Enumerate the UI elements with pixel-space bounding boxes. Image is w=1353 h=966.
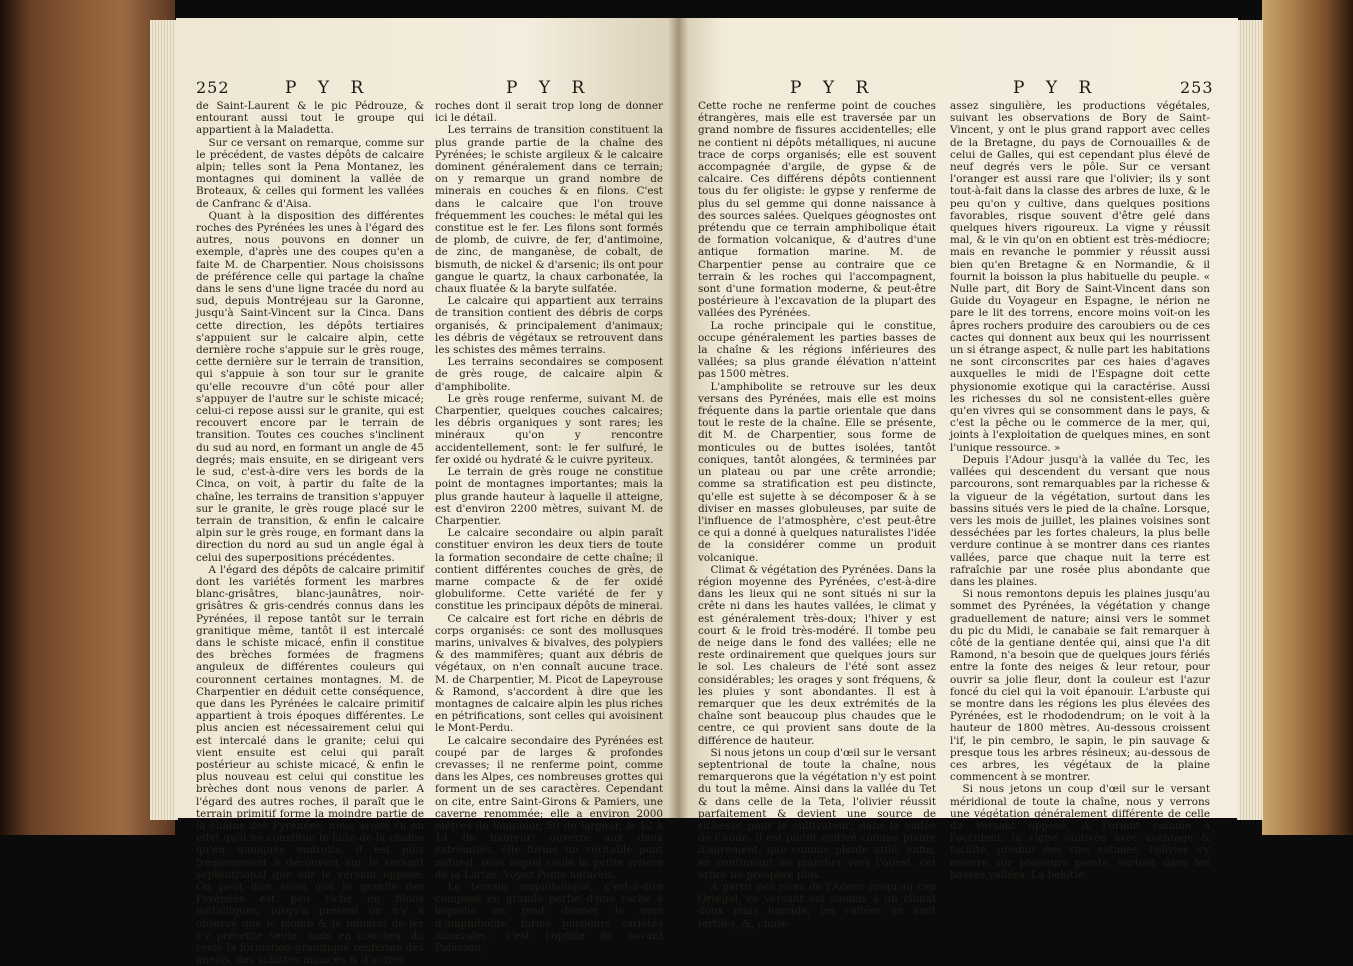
- text-column: [435, 100, 663, 955]
- paragraph: assez singulière, les productions végétales, suivant les observations de Bory de Saint-Vincent, y ont le plus grand rapport avec celles de la Bretagne, du pays de Cornouailles & de celui de Galles, qui est cependant plus élevé de neuf degrés vers le pôle. Sur ce versant l'oranger est aussi rare que l'olivier; ils y sont tout-à-fait dans la classe des arbres de luxe, & le peu qu'on y cultive, dans quelques positions favorables, risque souvent d'être gelé dans quelques hivers rigoureux. La vigne y réussit mal, & le vin qu'on en obtient est très-médiocre; mais en revanche le pommier y réussit aussi bien qu'en Bretagne & en Normandie, & il fournit la boisson la plus habituelle du peuple. « Nulle part, dit Bory de Saint-Vincent dans son Guide du Voyageur en Espagne, le nérion ne pare le lit des torrens, encore moins voit-on les âpres rochers produire des caroubiers ou de ces cactes qui donnent aux beux qui les nourrissent un si étrange aspect, & nulle part les habitations ne sont circonscrites par ces haies d'agaves auxquelles le midi de l'Espagne doit cette physionomie exotique qui la caractérise. Aussi les richesses du sol ne consistent-elles guère qu'en vivres qui se consomment dans le pays, & c'est la pêche ou le commerce de la mer, qui, joints à l'exploitation de quelques mines, en sont l'unique ressource. »: [950, 100, 1210, 454]
- paragraph: Les terrains secondaires se composent de grès rouge, de calcaire alpin & d'amphibolite.: [435, 356, 663, 393]
- paragraph: L'amphibolite se retrouve sur les deux versans des Pyrénées, mais elle est moins fréquente dans la partie orientale que dans tout le reste de la chaîne. Elle se présente, dit M. de Charpentier, sous forme de monticules ou de buttes isolées, tantôt coniques, tantôt alongées, & terminées par un plateau ou par une crête arrondie; comme sa stratification est peu distincte, qu'elle est sujette à se décomposer & à se diviser en masses globuleuses, par suite de l'influence de l'atmosphère, c'est peut-être ce qui a donné à quelques naturalistes l'idée de la considérer comme un produit volcanique.: [698, 380, 936, 564]
- paragraph: Si nous jetons un coup d'œil sur le versant méridional de toute la chaîne, nous y verrons une végétation généralement différente de celle du versant opposé. A l'orient comme à l'occident, la vigne cultivée avec avantage & facilité, produit des vins estimés; l'olivier s'y montre sur plusieurs points, surtout dans les basses vallées. La belotte: [950, 783, 1210, 881]
- paragraph: Le terrain de grès rouge ne constitue point de montagnes importantes; mais la plus grande hauteur à laquelle il atteigne, est d'environ 2200 mètres, suivant M. de Charpentier.: [435, 466, 663, 527]
- paragraph: Cette roche ne renferme point de couches étrangères, mais elle est traversée par un grand nombre de fissures accidentelles; elle ne contient ni dépôts métalliques, ni aucune trace de corps organisés; elle est souvent accompagnée d'argile, de gypse & de calcaire. Ces différens dépôts contiennent tous du fer oligiste: le gypse y renferme de plus du sel gemme qui donne naissance à des sources salées. Quelques géognostes ont prétendu que ce terrain amphibolique était de formation volcanique, & d'autres d'une antique formation marine. M. de Charpentier pense au contraire que ce terrain & les roches qui l'accompagnent, sont d'une formation moderne, & peut-être postérieure à l'excavation de la plupart des vallées des Pyrénées.: [698, 100, 936, 320]
- running-head: P Y R: [506, 78, 593, 98]
- paragraph: Si nous jetons un coup d'œil sur le versant septentrional de toute la chaîne, nous remarquerons que la végétation n'y est point du tout la même. Ainsi dans la vallée du Tet & dans celle de la Teta, l'olivier réussit parfaitement & devient une source de richesse pour le cultivateur; dans la vallée de l'Aude, il est plutôt cultivé comme plante d'agrément, que comme plante utile; enfin, en continuant de marcher vers l'ouest, cet arbre ne prospère plus.: [698, 746, 936, 881]
- book-cover-left: [0, 0, 175, 835]
- paragraph: Le calcaire secondaire ou alpin paraît constituer environ les deux tiers de toute la formation secondaire de cette chaîne; il contient différentes couches de grès, de marne compacte & de fer oxidé globuliforme. Cette variété de fer y constitue les principaux dépôts de minerai.: [435, 527, 663, 613]
- running-head: P Y R: [1013, 78, 1100, 98]
- paragraph: Les terrains de transition constituent la plus grande partie de la chaîne des Pyrénées; le schiste argileux & le calcaire dominent généralement dans ce terrain; on y remarque un grand nombre de minerais en couches & en filons. C'est dans le calcaire que l'on trouve fréquemment les couches: le métal qui les constitue est le fer. Les filons sont formés de plomb, de cuivre, de fer, d'antimoine, de zinc, de manganèse, de cobalt, de bismuth, de nickel & d'arsenic; ils ont pour gangue le quartz, la chaux carbonatée, la chaux fluatée & la baryte sulfatée.: [435, 124, 663, 296]
- paragraph: Le grès rouge renferme, suivant M. de Charpentier, quelques couches calcaires; les débris organiques y sont rares; les minéraux qu'on y rencontre accidentellement, sont: le fer sulfuré, le fer oxidé ou hydraté & le cuivre pyriteux.: [435, 392, 663, 466]
- paragraph: de Saint-Laurent & le pic Pédrouze, & entourant aussi tout le groupe qui appartient à la Maladetta.: [196, 100, 424, 137]
- paragraph: Le calcaire secondaire des Pyrénées est coupé par de larges & profondes crevasses; il ne renferme point, comme dans les Alpes, ces nombreuses grottes qui forment un de ses caractères. Cependant on cite, entre Saint-Girons & Pamiers, une caverne renommée; elle a environ 2000 mètres de longueur, 50 de largeur, & 12 à 14 de hauteur: ouverte aux deux extrémités, elle forme un véritable pont naturel, sous lequel coule la petite rivière de la Larize. Voyez Ponts naturels.: [435, 734, 663, 881]
- book-cover-right: [1262, 0, 1353, 835]
- paragraph: Sur ce versant on remarque, comme sur le précédent, de vastes dépôts de calcaire alpin; telles sont la Pena Montanez, les montagnes qui dominent la vallée de Broteaux, & celles qui forment les vallées de Canfranc & d'Aisa.: [196, 136, 424, 210]
- paragraph: La roche principale qui le constitue, occupe généralement les parties basses de la chaîne & les régions inférieures des vallées; sa plus grande élévation n'atteint pas 1500 mètres.: [698, 319, 936, 381]
- paragraph: A partir des rives de l'Adour jusqu'au cap Ortegal, ce versant est soumis à un climat doux mais humide; les vallées en sont fertiles, &, chose: [698, 881, 936, 930]
- paragraph: Si nous remontons depuis les plaines jusqu'au sommet des Pyrénées, la végétation y change graduellement de nature; ainsi vers le sommet du pic du Midi, le canabaie se fait remarquer à côté de la gentiane dentée qui, ainsi que l'a dit Ramond, n'a besoin que de quelques jours fériés entre la fonte des neiges & leur retour, pour ouvrir sa jolie fleur, dont la couleur est l'azur foncé du ciel qui la voit épanouir. L'arbuste qui se montre dans les régions les plus élevées des Pyrénées, est le rhododendrum; on le voit à la hauteur de 1800 mètres. Au-dessous croissent l'if, le pin cembro, le sapin, le pin sauvage & presque tous les arbres résineux; au-dessous de ces arbres, les végétaux de la plaine commencent à se montrer.: [950, 588, 1210, 784]
- paragraph: A l'égard des dépôts de calcaire primitif dont les variétés forment les marbres blanc-grisâtres, blanc-jaunâtres, noir-grisâtres & gris-cendrés connus dans les Pyrénées, il repose tantôt sur le terrain granitique même, tantôt il est intercalé dans le schiste micacé, enfin il constitue des brèches formées de fragmens anguleux de différentes couleurs qui couronnent certaines montagnes. M. de Charpentier en déduit cette conséquence, que dans les Pyrénées le calcaire primitif appartient à trois époques différentes. Le plus ancien est nécessairement celui qui est intercalé dans le granite; celui qui vient ensuite est celui qui paraît postérieur au schiste micacé, & enfin le plus nouveau est celui qui constitue les brèches dont nous venons de parler. A l'égard des autres roches, il paraît que le terrain primitif forme la moindre partie de la chaîne des Pyrénées; nous avons vu en effet qu'il ne constitue le faîte de la chaîne qu'en quelques endroits; il est plus fréquemment à découvert sur le versant septentrional que sur le versant opposé. On peut dire aussi que le granite des Pyrénées est peu riche en filons métalliques; jusqu'à présent on n'y a observé que le plomb & le minerai de fer s'y présente seule, mais en couches; du reste la formation granitique renferme des gneiss, des schistes micacés & d'autres: [196, 563, 424, 966]
- paragraph: Climat & végétation des Pyrénées. Dans la région moyenne des Pyrénées, c'est-à-dire dans les lieux qui ne sont situés ni sur la crête ni dans les hautes vallées, le climat y est généralement très-doux; l'hiver y est court & le froid très-modéré. Il tombe peu de neige dans le fond des vallées; elle ne reste ordinairement que quelques jours sur le sol. Les chaleurs de l'été sont assez considérables; les orages y sont fréquens, & les pluies y sont abondantes. Il est à remarquer que les deux extrémités de la chaîne sont beaucoup plus chaudes que le centre, ce qui provient sans doute de la différence de hauteur.: [698, 563, 936, 747]
- book-gutter: [668, 18, 688, 818]
- paragraph: Ce calcaire est fort riche en débris de corps organisés: ce sont des mollusques marins, univalves & bivalves, des polypiers & des mammifères; quant aux débris de végétaux, on n'en connaît aucune trace. M. de Charpentier, M. Picot de Lapeyrouse & Ramond, s'accordent à dire que les montagnes de calcaire alpin les plus riches en pétrifications, sont celles qui avoisinent le Mont-Perdu.: [435, 612, 663, 735]
- right-page: [678, 18, 1238, 930]
- page-number-left: 252: [196, 78, 230, 97]
- paragraph: roches dont il serait trop long de donner ici le détail.: [435, 100, 663, 125]
- text-column: [196, 100, 424, 966]
- running-head: P Y R: [285, 78, 372, 98]
- page-stack-left: [150, 20, 178, 820]
- paragraph: Depuis l'Adour jusqu'à la vallée du Tec, les vallées qui descendent du versant que nous parcourons, sont remarquables par la richesse & la vigueur de la végétation, surtout dans les bassins situés vers le pied de la chaîne. Lorsque, vers les mois de juillet, les plaines voisines sont desséchées par les fortes chaleurs, la plus belle verdure continue à se montrer dans ces riantes vallées, parce que chaque nuit la terre est rafraîchie par une rosée plus abondante que dans les plaines.: [950, 453, 1210, 588]
- paragraph: Le terrain amphibolique, c'est-à-dire composé en grande partie d'une roche à laquelle on peut donner le nom d'amphibolite, forme plusieurs variétés minérales: c'est l'ophite du savant Palassou,: [435, 881, 663, 955]
- text-column: [950, 100, 1210, 881]
- running-head: P Y R: [790, 78, 877, 98]
- page-number-right: 253: [1180, 78, 1214, 97]
- paragraph: Le calcaire qui appartient aux terrains de transition contient des débris de corps organisés, & principalement d'animaux; les débris de végétaux se retrouvent dans les schistes des mêmes terrains.: [435, 295, 663, 357]
- left-page: [176, 18, 678, 966]
- page-stack-right: [1237, 20, 1263, 820]
- paragraph: Quant à la disposition des différentes roches des Pyrénées les unes à l'égard des autres, nous pouvons en donner un exemple, d'après une des coupes qu'en a faite M. de Charpentier. Nous choisissons de préférence celle qui partage la chaîne dans le sens d'une ligne tracée du nord au sud, depuis Montréjeau sur la Garonne, jusqu'à Saint-Vincent sur la Cinca. Dans cette direction, les dépôts tertiaires s'appuient sur le calcaire alpin, cette dernière roche s'appuie sur le grès rouge, cette dernière sur le terrain de transition, qui s'appuie à son tour sur le granite qu'elle recouvre d'un côté pour aller s'appuyer de l'autre sur le schiste micacé; celui-ci repose aussi sur le granite, qui est recouvert encore par le terrain de transition. Toutes ces couches s'inclinent du sud au nord, en formant un angle de 45 degrés; mais ensuite, en se dirigeant vers le sud, c'est-à-dire vers les bords de la Cinca, on voit, à partir du faîte de la chaîne, les terrains de transition s'appuyer sur le granite, le grès rouge placé sur le terrain de transition, & enfin le calcaire alpin sur le grès rouge, en formant dans la direction du nord au sud un angle égal à celui des superpositions précédentes.: [196, 209, 424, 564]
- text-column: [698, 100, 936, 930]
